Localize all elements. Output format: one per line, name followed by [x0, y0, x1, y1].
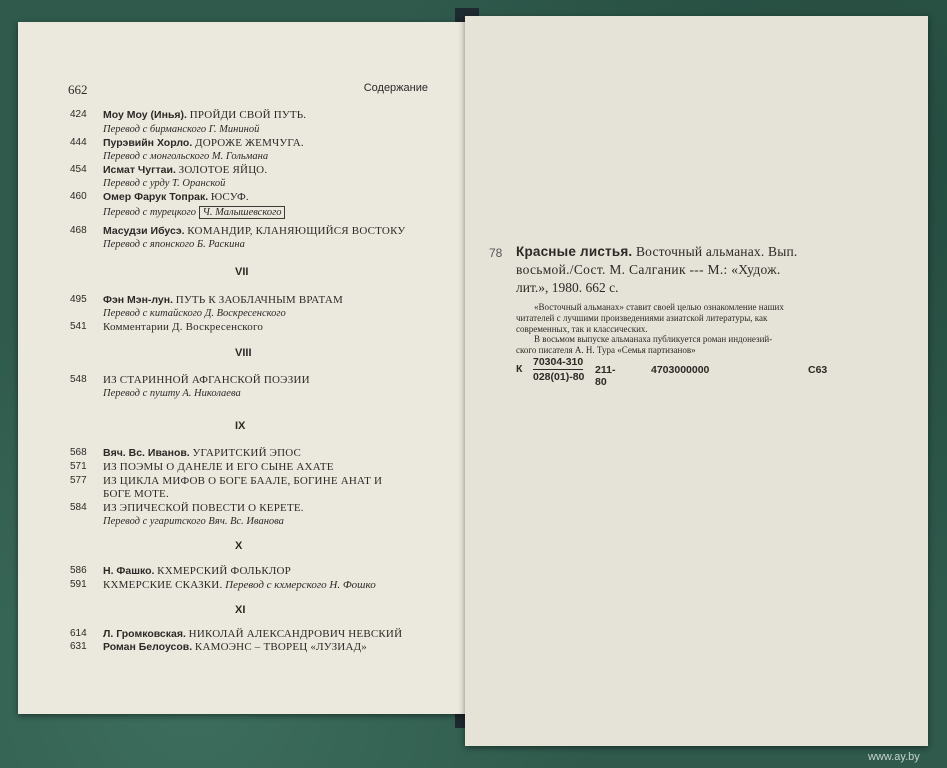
toc-title: КХМЕРСКИЕ СКАЗКИ. — [103, 579, 223, 591]
toc-translator — [103, 207, 285, 219]
toc-author: Фэн Мэн-лун. — [103, 294, 174, 306]
bibliographic-line-1 — [516, 244, 797, 260]
running-head — [68, 82, 428, 98]
annotation-line: «Восточный альманах» ставит своей целью ознакомление наших — [534, 302, 784, 312]
toc-title: БОГЕ МОТЕ. — [103, 488, 169, 500]
translator-boxed-name: Ч. Малышевского — [199, 206, 286, 219]
toc-title: ЗОЛОТОЕ ЯЙЦО. — [178, 164, 268, 176]
toc-page: 571 — [70, 461, 87, 472]
bibliographic-line-3: лит.», 1980. 662 с. — [516, 280, 619, 295]
book-title: Красные листья. — [516, 244, 633, 259]
toc-title: КАМОЭНС – ТВОРЕЦ «ЛУЗИАД» — [194, 641, 367, 653]
toc-title: Комментарии Д. Воскресенского — [103, 321, 264, 333]
annotation-line: В восьмом выпуске альманаха публикуется роман индонезий- — [534, 334, 773, 344]
toc-author: Н. Фашко. — [103, 565, 155, 577]
toc-author: Вяч. Вс. Иванов. — [103, 447, 190, 459]
toc-page: 495 — [70, 294, 87, 305]
toc-author: Масудзи Ибусэ. — [103, 225, 185, 237]
toc-translator: Перевод с монгольского М. Гольмана — [103, 151, 269, 162]
section-heading: X — [235, 540, 243, 552]
toc-entry — [70, 627, 430, 641]
toc-translator: Перевод с японского Б. Раскина — [103, 239, 245, 250]
toc-page: 454 — [70, 164, 87, 175]
toc-page: 591 — [70, 579, 87, 590]
toc-title: ПРОЙДИ СВОЙ ПУТЬ. — [189, 109, 307, 121]
toc-entry — [70, 501, 430, 515]
toc-entry — [70, 136, 430, 150]
section-heading: IX — [235, 420, 246, 432]
toc-page: 468 — [70, 225, 87, 236]
toc-entry — [70, 108, 430, 122]
toc-title: КХМЕРСКИЙ ФОЛЬКЛОР — [157, 565, 291, 577]
index-number: 4703000000 — [651, 364, 710, 376]
toc-page: 541 — [70, 321, 87, 332]
toc-translator: Перевод с пушту А. Николаева — [103, 388, 241, 399]
toc-entry — [70, 293, 430, 307]
classification-code: С63 — [808, 364, 828, 376]
section-heading: XI — [235, 604, 246, 616]
bibliographic-line-2: восьмой./Сост. М. Салганик --- М.: «Худож. — [516, 262, 781, 277]
translator-prefix: Перевод с турецкого — [103, 207, 197, 218]
annotation-line: читателей с лучшими произведениями азиатской литературы, как — [516, 313, 768, 323]
toc-translator: Перевод с китайского Д. Воскресенского — [103, 308, 286, 319]
toc-title: ИЗ ЦИКЛА МИФОВ О БОГЕ БААЛЕ, БОГИНЕ АНАТ И — [103, 475, 383, 487]
toc-author: Роман Белоусов. — [103, 641, 193, 653]
toc-entry — [70, 640, 430, 654]
toc-page: 460 — [70, 191, 87, 202]
index-letter: К — [516, 363, 523, 375]
toc-title: ДОРОЖЕ ЖЕМЧУГА. — [195, 137, 304, 149]
annotation-line: ского писателя А. Н. Тура «Семья партизанов» — [516, 345, 696, 355]
toc-title: ИЗ ЭПИЧЕСКОЙ ПОВЕСТИ О КЕРЕТЕ. — [103, 502, 304, 514]
toc-author: Омер Фарук Топрак. — [103, 191, 209, 203]
toc-title: УГАРИТСКИЙ ЭПОС — [192, 447, 302, 459]
index-code: 211-80 — [595, 364, 616, 388]
section-heading: VIII — [235, 347, 252, 359]
toc-entry — [70, 373, 430, 387]
toc-entry — [70, 578, 430, 592]
toc-title: ИЗ ПОЭМЫ О ДАНЕЛЕ И ЕГО СЫНЕ АХАТЕ — [103, 461, 334, 473]
watermark-text: www.ay.by — [868, 751, 920, 763]
toc-author: Исмат Чугтаи. — [103, 164, 176, 176]
toc-translator: Перевод с угаритского Вяч. Вс. Иванова — [103, 516, 284, 527]
toc-page: 586 — [70, 565, 87, 576]
toc-author: Пурэвийн Хорло. — [103, 137, 193, 149]
toc-entry-continuation — [70, 487, 430, 501]
toc-translator: Перевод с кхмерского Н. Фошко — [225, 579, 376, 591]
toc-entry — [70, 190, 430, 204]
toc-translator: Перевод с бирманского Г. Мининой — [103, 124, 260, 135]
running-title: Содержание — [363, 82, 428, 94]
toc-entry — [70, 163, 430, 177]
toc-author: Л. Громковская. — [103, 628, 186, 640]
toc-page: 424 — [70, 109, 87, 120]
toc-page: 584 — [70, 502, 87, 513]
toc-page: 548 — [70, 374, 87, 385]
toc-entry — [70, 224, 430, 238]
toc-entry — [70, 474, 430, 488]
page-number: 662 — [68, 82, 88, 97]
toc-entry — [70, 460, 430, 474]
toc-page: 614 — [70, 628, 87, 639]
book-subtitle: Восточный альманах. Вып. — [635, 244, 798, 259]
toc-title: КОМАНДИР, КЛАНЯЮЩИЙСЯ ВОСТОКУ — [187, 225, 406, 237]
toc-author: Моу Моу (Инья). — [103, 109, 187, 121]
toc-entry — [70, 446, 430, 460]
toc-translator: Перевод с урду Т. Оранской — [103, 178, 226, 189]
toc-title: ПУТЬ К ЗАОБЛАЧНЫМ ВРАТАМ — [175, 294, 343, 306]
index-denominator: 028(01)-80 — [533, 371, 585, 383]
toc-page: 444 — [70, 137, 87, 148]
annotation-line: современных, так и классических. — [516, 324, 648, 334]
toc-title: НИКОЛАЙ АЛЕКСАНДРОВИЧ НЕВСКИЙ — [188, 628, 403, 640]
toc-entry — [70, 320, 430, 334]
toc-page: 568 — [70, 447, 87, 458]
index-numerator: 70304-310 — [533, 356, 584, 368]
toc-title: ЮСУФ. — [210, 191, 249, 203]
toc-title: ИЗ СТАРИННОЙ АФГАНСКОЙ ПОЭЗИИ — [103, 374, 310, 386]
toc-page: 631 — [70, 641, 87, 652]
toc-entry — [70, 564, 430, 578]
catalog-number: 78 — [489, 246, 503, 260]
section-heading: VII — [235, 266, 249, 278]
toc-page: 577 — [70, 475, 87, 486]
